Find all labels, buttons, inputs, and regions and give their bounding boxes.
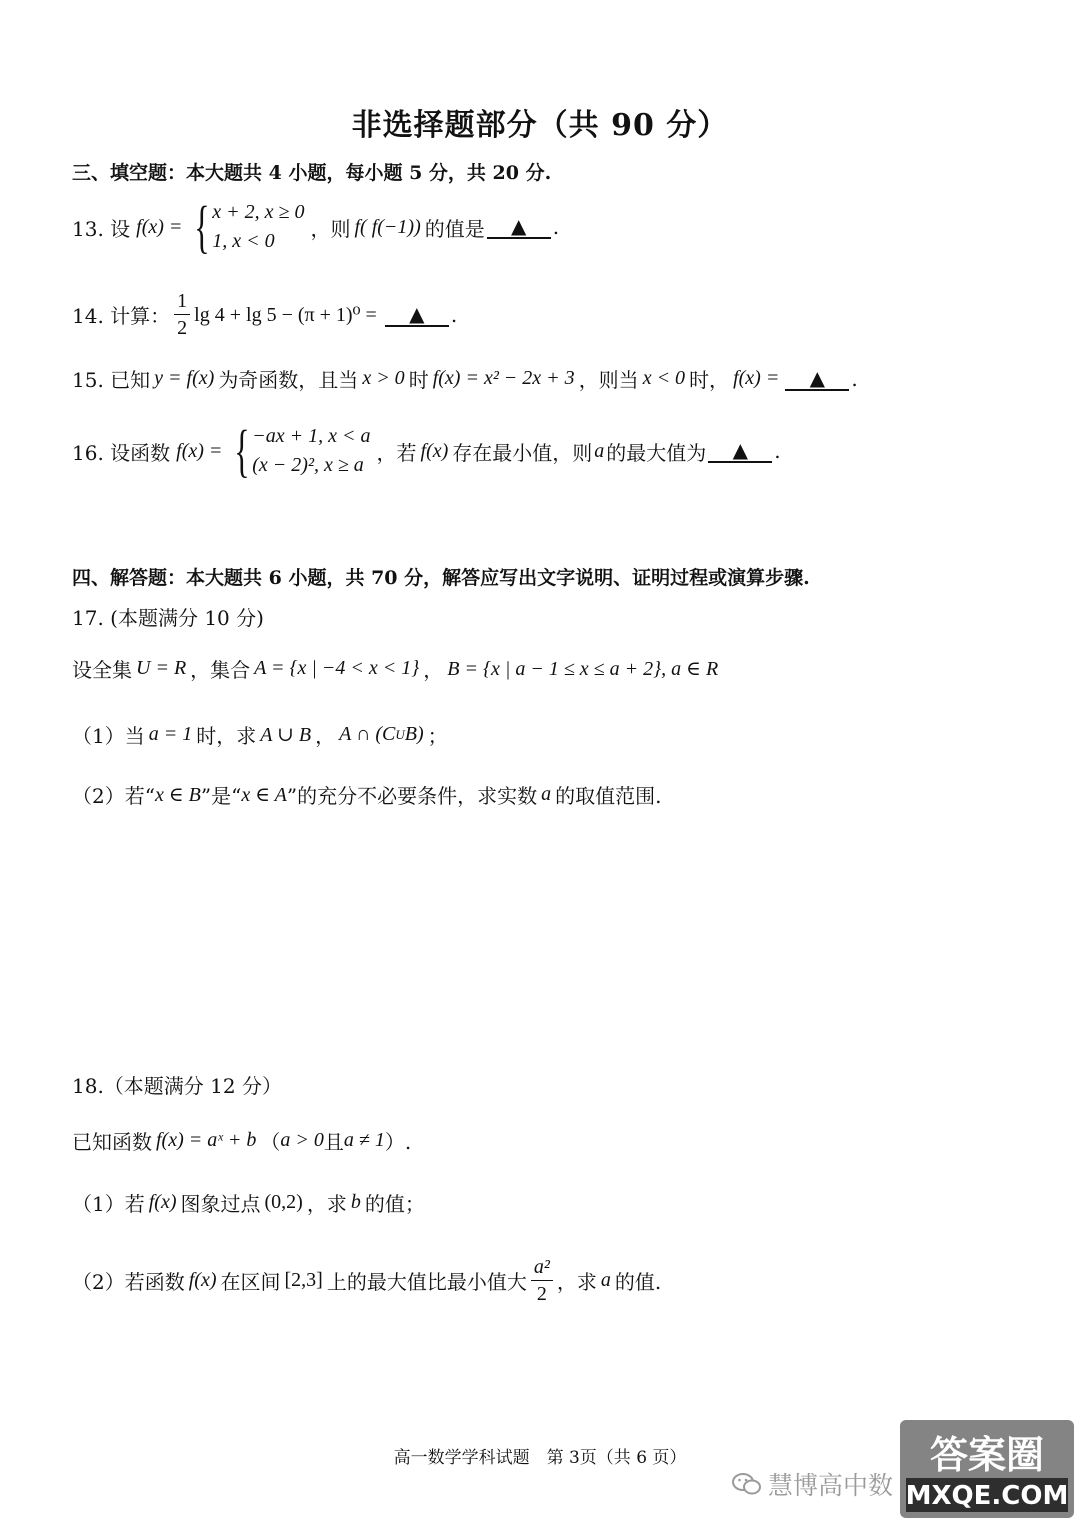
q16-answer-blank: ▲: [708, 439, 772, 463]
q15-answer-blank: ▲: [785, 367, 849, 391]
q13-piecewise: [188, 194, 305, 259]
question-15: [72, 364, 858, 393]
q16-case-1: −ax + 1, x < a: [252, 425, 371, 447]
q15-fx: f(x) =: [733, 367, 780, 389]
q18-stem-c2: a ≠ 1: [343, 1129, 385, 1151]
q17-p2-e1: x ∈ B: [154, 784, 201, 806]
q16-t3: 的最大值为: [606, 440, 707, 465]
q18-p1-f: f(x): [148, 1191, 177, 1213]
q13-fx: f(x) =: [136, 215, 183, 238]
q18-p2-t3: 上的最大值比最小值大: [326, 1270, 527, 1294]
q13-case-1: x + 2, x ≥ 0: [212, 201, 305, 223]
q16-a: a: [594, 439, 605, 462]
section-4-header: 四、解答题：本大题共 6 小题，共 70 分，解答应写出文字说明、证明过程或演算步骤.: [72, 567, 810, 589]
q14-fraction: [174, 288, 190, 341]
q18-p2-t5: 的值.: [614, 1270, 662, 1294]
q17-p2-t2: ”是“: [200, 784, 242, 808]
logo-top-text: 答案圈: [929, 1433, 1045, 1477]
answer-circle-logo: [898, 1418, 1076, 1520]
q17-stem-t3: ，: [423, 658, 444, 682]
q14-answer-blank: ▲: [385, 303, 449, 327]
q15-fdef: f(x) = x² − 2x + 3: [432, 367, 575, 389]
q17-p1-t2: 时，求: [196, 724, 257, 748]
q17-part-1: [72, 720, 448, 749]
q15-t4: 时，: [689, 368, 730, 392]
q17-p1-cond: a = 1: [148, 723, 193, 745]
q17-p1-t1: （1）当: [72, 724, 145, 748]
question-14: [72, 288, 457, 341]
q17-stem: [72, 654, 722, 683]
page-footer: 高一数学学科试题 第 3页（共 6 页）: [393, 1448, 687, 1468]
q18-stem-t4: ）.: [384, 1130, 412, 1154]
q13-suffix: 的值是: [424, 216, 485, 241]
section-3-header: 三、填空题：本大题共 4 小题，每小题 5 分，共 20 分.: [72, 162, 552, 184]
q13-mid: ，则: [310, 216, 351, 241]
logo-bottom-text: MXQE.COM: [905, 1481, 1069, 1511]
q17-part-2: [72, 780, 661, 809]
q17-p2-e2: x ∈ A: [241, 784, 287, 806]
q18-p1-t1: （1）若: [72, 1192, 145, 1216]
q16-end: .: [774, 439, 781, 463]
q18-p2-t1: （2）若函数: [72, 1270, 185, 1294]
q13-expr: f( f(−1)): [354, 215, 421, 238]
q13-end: .: [552, 215, 560, 239]
q18-part-2: [72, 1254, 661, 1307]
q18-header: 18.（本题满分 12 分）: [72, 1074, 282, 1098]
q15-t1: 为奇函数，且当: [218, 368, 359, 392]
q15-cond2: x < 0: [642, 367, 686, 389]
q15-prefix: 15. 已知: [72, 368, 151, 392]
q17-stem-t1: 设全集: [72, 658, 132, 682]
question-13: [72, 194, 560, 259]
q17-set-b: B = {x | a − 1 ≤ x ≤ a + 2}, a ∈ R: [447, 658, 719, 680]
q17-set-a: A = {x | −4 < x < 1}: [254, 657, 420, 679]
q16-case-2: (x − 2)², x ≥ a: [252, 454, 364, 476]
q16-prefix: 16. 设函数: [72, 440, 171, 465]
q18-stem-f: f(x) = aˣ + b: [156, 1129, 257, 1151]
left-brace: {: [194, 194, 211, 259]
q18-p2-frac-num: a²: [531, 1254, 553, 1281]
q17-p2-a: a: [541, 783, 552, 805]
q18-stem-t3: 且: [323, 1130, 344, 1154]
q17-p2-t4: 的取值范围.: [555, 784, 662, 808]
page-title: 非选择题部分（共 90 分）: [351, 108, 729, 143]
q18-stem-c1: a > 0: [280, 1129, 324, 1151]
q18-p1-t3: ，求: [306, 1192, 347, 1216]
q17-stem-t2: ，集合: [190, 658, 251, 682]
q17-stem-u: U = R: [136, 657, 187, 679]
q17-p1-t3: ，: [315, 724, 336, 748]
watermark-account: 慧博高中数: [768, 1471, 894, 1500]
q16-t2: 存在最小值，则: [452, 440, 593, 465]
q18-stem-t2: （: [260, 1130, 281, 1154]
q16-piecewise: [228, 418, 371, 483]
q18-p2-interval: [2,3]: [284, 1269, 323, 1291]
q18-stem: [72, 1126, 411, 1155]
wechat-icon: [732, 1472, 762, 1501]
q18-p2-a: a: [600, 1269, 611, 1291]
q18-p1-t4: 的值；: [364, 1192, 425, 1216]
q18-part-1: [72, 1188, 425, 1217]
q18-p1-b: b: [350, 1191, 361, 1213]
q17-header: 17. (本题满分 10 分): [72, 606, 264, 630]
q15-t3: ，则当: [578, 368, 639, 392]
left-brace: {: [234, 418, 251, 483]
q17-p2-t3: ”的充分不必要条件，求实数: [286, 784, 538, 808]
q18-stem-t1: 已知函数: [72, 1130, 152, 1154]
q18-p2-f: f(x): [188, 1269, 217, 1291]
q14-frac-den: 2: [177, 317, 188, 339]
q13-prefix: 13. 设: [72, 216, 131, 241]
q13-answer-blank: ▲: [487, 215, 551, 239]
q16-fx: f(x) =: [176, 439, 223, 462]
q18-p2-fraction: [531, 1254, 553, 1307]
q14-expr: lg 4 + lg 5 − (π + 1)⁰ =: [194, 304, 377, 326]
q15-y-eq: y = f(x): [154, 367, 215, 389]
q14-end: .: [450, 302, 458, 327]
q17-p1-intersect: A ∩ (C: [339, 723, 396, 745]
question-16: [72, 418, 781, 483]
q15-end: .: [851, 366, 858, 391]
q17-p2-t1: （2）若“: [72, 784, 155, 808]
q15-cond1: x > 0: [362, 367, 405, 389]
q18-p1-point: (0,2): [264, 1191, 303, 1213]
q16-fx2: f(x): [420, 439, 449, 462]
q13-case-2: 1, x < 0: [212, 230, 275, 252]
q15-t2: 时: [408, 368, 429, 392]
q18-p2-t2: 在区间: [220, 1270, 281, 1294]
q18-p2-t4: ，求: [556, 1270, 597, 1294]
q17-p1-union: A ∪ B: [260, 724, 312, 746]
q17-p1-t4: ；: [427, 724, 448, 748]
q18-p2-frac-den: 2: [536, 1283, 547, 1305]
q17-p1-complement: B): [404, 723, 424, 745]
q16-t1: ，若: [376, 440, 417, 465]
q14-frac-num: 1: [174, 288, 190, 315]
q18-p1-t2: 图象过点: [180, 1192, 261, 1216]
q14-prefix: 14. 计算：: [72, 304, 171, 328]
q17-p1-sub: U: [395, 726, 405, 742]
